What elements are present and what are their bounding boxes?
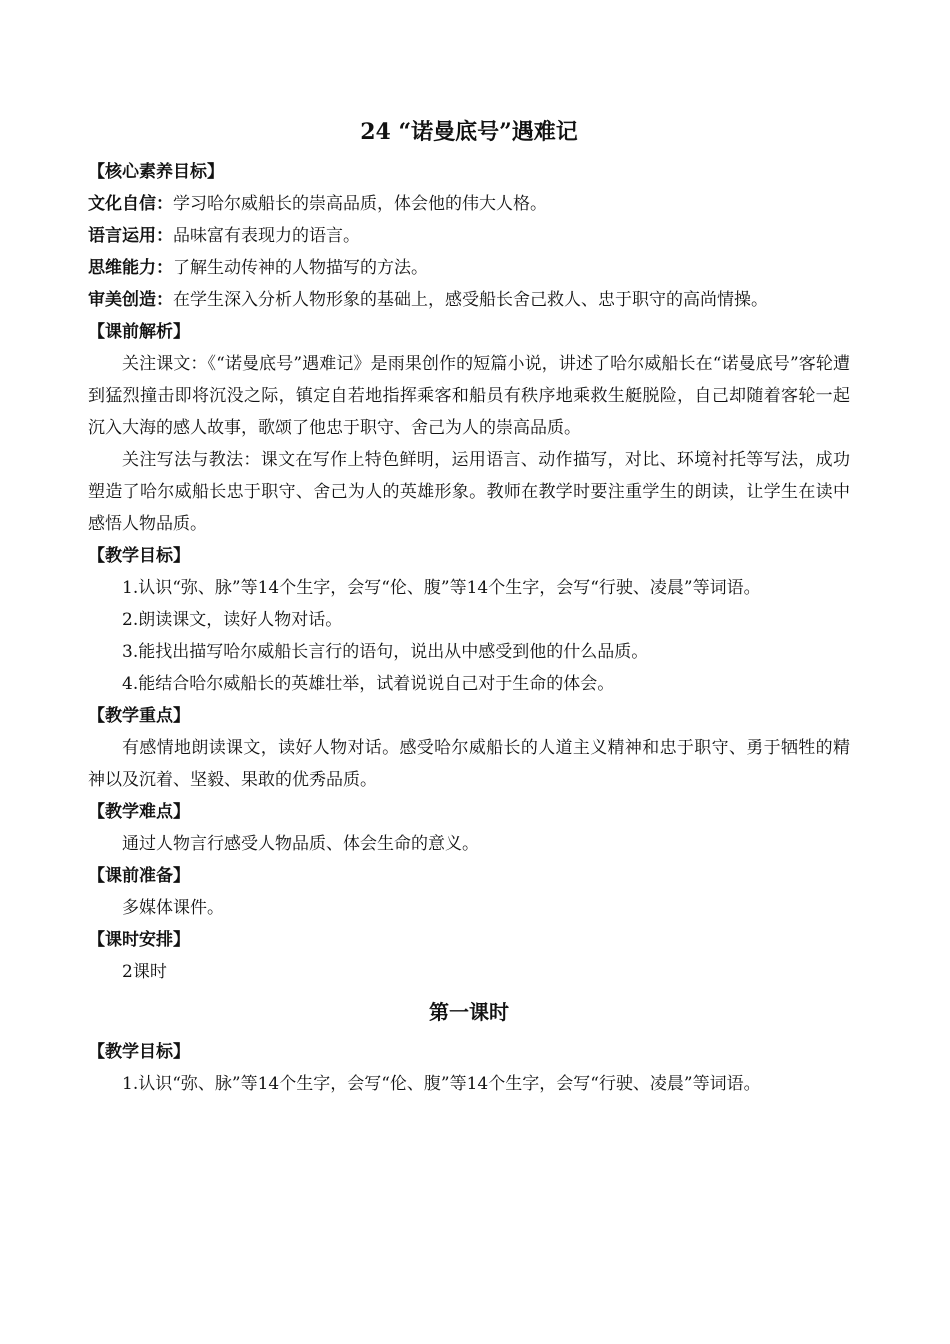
analysis-paragraph-method: 关注写法与教法：课文在写作上特色鲜明，运用语言、动作描写，对比、环境衬托等写法，成功塑造了哈尔威船长忠于职守、舍己为人的英雄形象。教师在教学时要注重学生的朗读，让学生在读中感悟人物品质。 [88,450,850,534]
teaching-goal-item: 2.朗读课文，读好人物对话。 [122,610,343,630]
document-title: 24 “诺曼底号”遇难记 [360,119,578,145]
core-goal-thinking: 思维能力：了解生动传神的人物描写的方法。 [88,258,428,278]
teaching-goal-item: 1.认识“弥、脉”等14个生字，会写“伦、腹”等14个生字，会写“行驶、凌晨”等词语。 [122,578,761,598]
teaching-difficulty-text: 通过人物言行感受人物品质、体会生命的意义。 [122,834,479,854]
lesson-one-goals-heading: 【教学目标】 [88,1042,190,1062]
schedule-heading: 【课时安排】 [88,930,190,950]
preparation-heading: 【课前准备】 [88,866,190,886]
teaching-goals-heading: 【教学目标】 [88,546,190,566]
core-goal-language: 语言运用：品味富有表现力的语言。 [88,226,360,246]
analysis-paragraph-text: 关注课文：《“诺曼底号”遇难记》是雨果创作的短篇小说，讲述了哈尔威船长在“诺曼底号”客轮遭到猛烈撞击即将沉没之际，镇定自若地指挥乘客和船员有秩序地乘救生艇脱险，自己却随着客轮一起沉入大海的感人故事，歌颂了他忠于职守、舍己为人的崇高品质。 [88,354,850,438]
lesson-one-goal-item: 1.认识“弥、脉”等14个生字，会写“伦、腹”等14个生字，会写“行驶、凌晨”等词语。 [122,1074,761,1094]
teaching-goal-item: 4.能结合哈尔威船长的英雄壮举，试着说说自己对于生命的体会。 [122,674,615,694]
teaching-difficulty-heading: 【教学难点】 [88,802,190,822]
document-page [88,112,850,1100]
teaching-focus-text: 有感情地朗读课文，读好人物对话。感受哈尔威船长的人道主义精神和忠于职守、勇于牺牲的精神以及沉着、坚毅、果敢的优秀品质。 [88,738,850,790]
teaching-focus-heading: 【教学重点】 [88,706,190,726]
analysis-heading: 【课前解析】 [88,322,190,342]
teaching-goal-item: 3.能找出描写哈尔威船长言行的语句，说出从中感受到他的什么品质。 [122,642,649,662]
schedule-text: 2课时 [122,962,167,982]
lesson-one-title: 第一课时 [429,1000,509,1024]
preparation-text: 多媒体课件。 [122,898,224,918]
core-goal-aesthetic: 审美创造：在学生深入分析人物形象的基础上，感受船长舍己救人、忠于职守的高尚情操。 [88,290,768,310]
core-goal-culture: 文化自信：学习哈尔威船长的崇高品质，体会他的伟大人格。 [88,194,547,214]
core-goals-heading: 【核心素养目标】 [88,162,224,182]
